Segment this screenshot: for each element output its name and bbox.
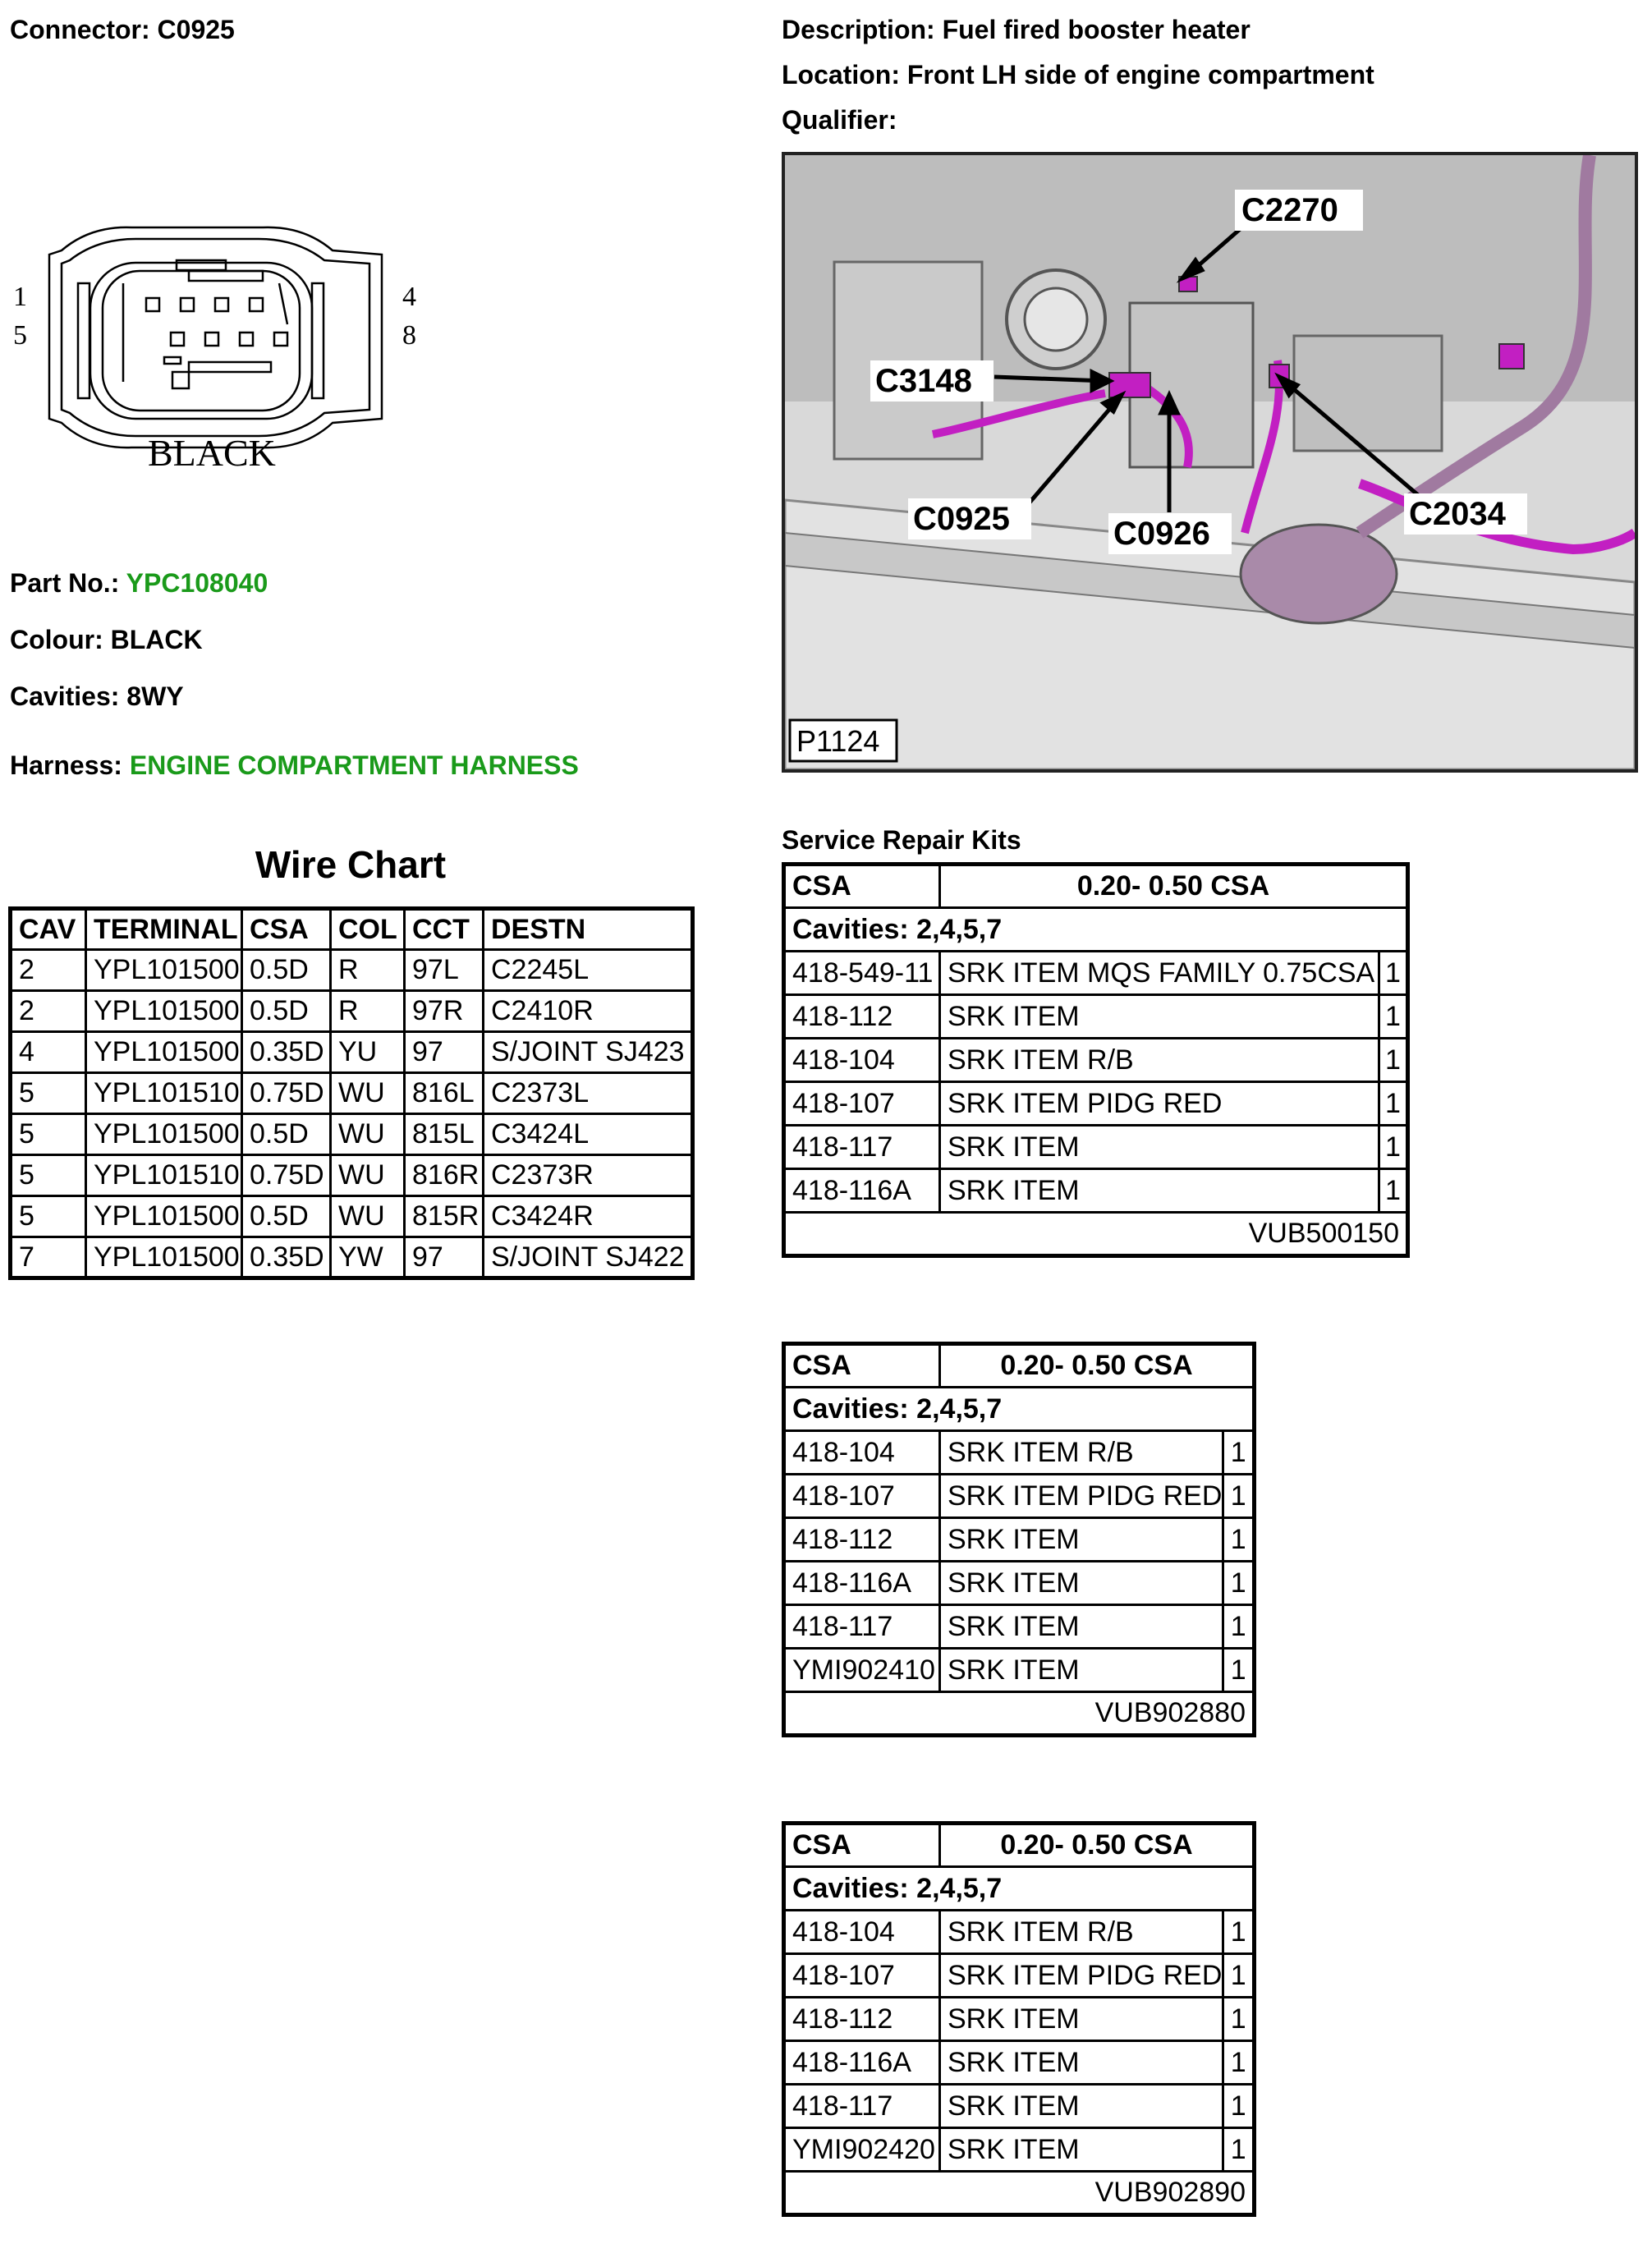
kit-table-2 <box>782 1342 1256 1737</box>
kit-item-part: 418-117 <box>784 1126 940 1169</box>
cell-col: R <box>331 950 405 991</box>
cell-cct: 815L <box>405 1114 484 1155</box>
part-number-link[interactable]: YPC108040 <box>126 568 268 598</box>
cavities: Cavities: 8WY <box>10 681 184 711</box>
kit-item-desc: SRK ITEM PIDG RED <box>940 1475 1223 1518</box>
kit-item-qty: 1 <box>1223 1998 1255 2041</box>
connector-colour-label: BLACK <box>148 432 276 474</box>
cell-col: YU <box>331 1032 405 1073</box>
photo-callout-c0925: C0925 <box>913 501 1010 537</box>
kit-cavities-row <box>784 908 1408 952</box>
qualifier: Qualifier: <box>782 105 897 135</box>
kit-cavities: Cavities: 2,4,5,7 <box>784 1867 1255 1911</box>
kit-item-desc: SRK ITEM R/B <box>940 1039 1379 1082</box>
cell-destn: C3424L <box>484 1114 693 1155</box>
cell-col: WU <box>331 1073 405 1114</box>
kit-item-row <box>784 1126 1408 1169</box>
kit-item-qty: 1 <box>1223 1518 1255 1562</box>
col-cav: CAV <box>11 909 86 950</box>
wire-chart-row <box>11 1114 693 1155</box>
wire-chart-table <box>8 906 695 1280</box>
cell-csa: 0.5D <box>242 991 331 1032</box>
kit-item-row <box>784 2041 1255 2085</box>
kit-item-part: 418-116A <box>784 1562 940 1605</box>
cell-terminal: YPL101510 <box>86 1073 242 1114</box>
cell-csa: 0.35D <box>242 1032 331 1073</box>
cell-terminal: YPL101500 <box>86 991 242 1032</box>
kit-csa-label: CSA <box>784 865 940 908</box>
cell-col: WU <box>331 1155 405 1196</box>
kit-item-qty: 1 <box>1223 1649 1255 1692</box>
cell-terminal: YPL101500 <box>86 1032 242 1073</box>
photo-reference: P1124 <box>796 724 880 758</box>
location: Location: Front LH side of engine compartment <box>782 60 1374 89</box>
col-terminal: TERMINAL <box>86 909 242 950</box>
cell-cav: 5 <box>11 1114 86 1155</box>
part-number <box>10 568 268 598</box>
wire-chart-title: Wire Chart <box>255 843 447 886</box>
kit-item-desc: SRK ITEM <box>940 2085 1223 2128</box>
cell-col: WU <box>331 1196 405 1237</box>
cell-csa: 0.5D <box>242 1196 331 1237</box>
pin-label-8: 8 <box>402 320 416 351</box>
kit-cavities: Cavities: 2,4,5,7 <box>784 1388 1255 1431</box>
kit-item-qty: 1 <box>1223 1475 1255 1518</box>
cell-col: YW <box>331 1237 405 1278</box>
cell-destn: S/JOINT SJ423 <box>484 1032 693 1073</box>
kit-item-part: YMI902420 <box>784 2128 940 2172</box>
cell-cct: 97 <box>405 1032 484 1073</box>
kit-number: VUB902890 <box>784 2172 1255 2215</box>
kit-item-desc: SRK ITEM PIDG RED <box>940 1082 1379 1126</box>
kit-item-desc: SRK ITEM <box>940 2128 1223 2172</box>
kit-item-row <box>784 2085 1255 2128</box>
kit-table-1 <box>782 862 1410 1258</box>
kit-item-qty: 1 <box>1379 1039 1408 1082</box>
col-col: COL <box>331 909 405 950</box>
cell-cct: 815R <box>405 1196 484 1237</box>
kit-csa-value: 0.20- 0.50 CSA <box>940 1344 1255 1388</box>
kit-item-row <box>784 1562 1255 1605</box>
kit-item-desc: SRK ITEM <box>940 1126 1379 1169</box>
harness-link[interactable]: ENGINE COMPARTMENT HARNESS <box>129 750 579 780</box>
kit-item-desc: SRK ITEM <box>940 1605 1223 1649</box>
kit-item-qty: 1 <box>1379 952 1408 995</box>
cell-cav: 5 <box>11 1155 86 1196</box>
colour: Colour: BLACK <box>10 625 203 654</box>
cell-cct: 816L <box>405 1073 484 1114</box>
connector-face-diagram <box>8 218 435 489</box>
kit-number-row <box>784 1213 1408 1256</box>
kit-item-row <box>784 1518 1255 1562</box>
kit-cavities-row <box>784 1867 1255 1911</box>
wire-chart-row <box>11 1073 693 1114</box>
cell-col: WU <box>331 1114 405 1155</box>
kit-item-desc: SRK ITEM PIDG RED <box>940 1954 1223 1998</box>
wire-chart-row <box>11 950 693 991</box>
kit-csa-row <box>784 1824 1255 1867</box>
kit-item-desc: SRK ITEM MQS FAMILY 0.75CSA <box>940 952 1379 995</box>
kit-item-part: 418-107 <box>784 1475 940 1518</box>
cell-csa: 0.75D <box>242 1073 331 1114</box>
kit-item-qty: 1 <box>1223 2041 1255 2085</box>
cell-terminal: YPL101500 <box>86 1196 242 1237</box>
kit-item-row <box>784 995 1408 1039</box>
kit-item-desc: SRK ITEM <box>940 1169 1379 1213</box>
cell-cav: 7 <box>11 1237 86 1278</box>
kit-item-qty: 1 <box>1223 1431 1255 1475</box>
kit-item-row <box>784 1475 1255 1518</box>
kit-item-part: 418-112 <box>784 1998 940 2041</box>
kit-item-part: 418-117 <box>784 1605 940 1649</box>
kit-csa-row <box>784 1344 1255 1388</box>
kit-item-part: 418-104 <box>784 1431 940 1475</box>
col-csa: CSA <box>242 909 331 950</box>
kit-csa-label: CSA <box>784 1344 940 1388</box>
kit-item-desc: SRK ITEM <box>940 1562 1223 1605</box>
kit-number: VUB500150 <box>784 1213 1408 1256</box>
part-number-label: Part No.: <box>10 568 120 598</box>
kit-item-qty: 1 <box>1223 2128 1255 2172</box>
kit-item-row <box>784 1649 1255 1692</box>
kit-item-row <box>784 1169 1408 1213</box>
cell-cct: 97 <box>405 1237 484 1278</box>
cell-destn: C2373R <box>484 1155 693 1196</box>
kit-item-part: 418-112 <box>784 1518 940 1562</box>
cell-destn: C2373L <box>484 1073 693 1114</box>
cell-csa: 0.75D <box>242 1155 331 1196</box>
kit-item-desc: SRK ITEM <box>940 1518 1223 1562</box>
kit-item-row <box>784 2128 1255 2172</box>
kit-item-qty: 1 <box>1379 1082 1408 1126</box>
cell-cav: 2 <box>11 950 86 991</box>
cell-terminal: YPL101500 <box>86 1237 242 1278</box>
cell-terminal: YPL101500 <box>86 1114 242 1155</box>
kit-item-part: 418-117 <box>784 2085 940 2128</box>
kit-item-row <box>784 1998 1255 2041</box>
kit-item-part: 418-104 <box>784 1039 940 1082</box>
cell-cct: 97R <box>405 991 484 1032</box>
wire-chart-row <box>11 1237 693 1278</box>
kit-item-qty: 1 <box>1223 2085 1255 2128</box>
kit-item-row <box>784 1082 1408 1126</box>
kit-item-part: 418-104 <box>784 1911 940 1954</box>
kit-item-part: 418-107 <box>784 1082 940 1126</box>
kit-item-qty: 1 <box>1379 1169 1408 1213</box>
wire-chart-row <box>11 1155 693 1196</box>
kit-item-qty: 1 <box>1379 1126 1408 1169</box>
kit-item-qty: 1 <box>1379 995 1408 1039</box>
wire-chart-row <box>11 1032 693 1073</box>
kit-item-qty: 1 <box>1223 1911 1255 1954</box>
kit-item-qty: 1 <box>1223 1605 1255 1649</box>
kit-item-desc: SRK ITEM <box>940 995 1379 1039</box>
kit-item-desc: SRK ITEM <box>940 1649 1223 1692</box>
cell-csa: 0.5D <box>242 1114 331 1155</box>
cell-destn: C3424R <box>484 1196 693 1237</box>
photo-callout-c0926: C0926 <box>1113 516 1210 552</box>
connector-title: Connector: C0925 <box>10 15 235 44</box>
cell-cct: 97L <box>405 950 484 991</box>
kit-number-row <box>784 2172 1255 2215</box>
kit-table-3 <box>782 1821 1256 2217</box>
cell-cav: 5 <box>11 1196 86 1237</box>
kit-csa-value: 0.20- 0.50 CSA <box>940 1824 1255 1867</box>
pin-label-1: 1 <box>13 282 27 312</box>
kit-item-desc: SRK ITEM <box>940 1998 1223 2041</box>
col-destn: DESTN <box>484 909 693 950</box>
kit-item-part: YMI902410 <box>784 1649 940 1692</box>
kit-item-row <box>784 952 1408 995</box>
col-cct: CCT <box>405 909 484 950</box>
kit-item-part: 418-107 <box>784 1954 940 1998</box>
cell-destn: S/JOINT SJ422 <box>484 1237 693 1278</box>
kit-item-qty: 1 <box>1223 1562 1255 1605</box>
cell-csa: 0.35D <box>242 1237 331 1278</box>
kit-item-row <box>784 1039 1408 1082</box>
kit-cavities: Cavities: 2,4,5,7 <box>784 908 1408 952</box>
kit-item-desc: SRK ITEM R/B <box>940 1911 1223 1954</box>
kits-title: Service Repair Kits <box>782 825 1021 855</box>
kit-csa-row <box>784 865 1408 908</box>
kit-item-desc: SRK ITEM R/B <box>940 1431 1223 1475</box>
harness-label: Harness: <box>10 750 122 780</box>
kit-csa-label: CSA <box>784 1824 940 1867</box>
cell-csa: 0.5D <box>242 950 331 991</box>
cell-terminal: YPL101500 <box>86 950 242 991</box>
pin-label-5: 5 <box>13 320 27 351</box>
kit-number: VUB902880 <box>784 1692 1255 1736</box>
location-photo <box>782 152 1638 773</box>
kit-item-part: 418-116A <box>784 2041 940 2085</box>
cell-destn: C2410R <box>484 991 693 1032</box>
photo-callout-c2034: C2034 <box>1409 496 1506 532</box>
kit-item-part: 418-112 <box>784 995 940 1039</box>
kit-item-part: 418-116A <box>784 1169 940 1213</box>
cell-cct: 816R <box>405 1155 484 1196</box>
kit-item-row <box>784 1605 1255 1649</box>
kit-item-part: 418-549-11 <box>784 952 940 995</box>
pin-label-4: 4 <box>402 282 416 312</box>
cell-col: R <box>331 991 405 1032</box>
cell-cav: 5 <box>11 1073 86 1114</box>
kit-item-row <box>784 1954 1255 1998</box>
cell-destn: C2245L <box>484 950 693 991</box>
wire-chart-header <box>11 909 693 950</box>
harness <box>10 750 579 780</box>
wire-chart-row <box>11 1196 693 1237</box>
cell-cav: 4 <box>11 1032 86 1073</box>
photo-callout-c3148: C3148 <box>875 363 972 399</box>
photo-callout-c2270: C2270 <box>1241 192 1338 228</box>
kit-item-row <box>784 1911 1255 1954</box>
cell-cav: 2 <box>11 991 86 1032</box>
kit-item-desc: SRK ITEM <box>940 2041 1223 2085</box>
kit-item-row <box>784 1431 1255 1475</box>
kit-number-row <box>784 1692 1255 1736</box>
kit-csa-value: 0.20- 0.50 CSA <box>940 865 1408 908</box>
wire-chart-row <box>11 991 693 1032</box>
kit-item-qty: 1 <box>1223 1954 1255 1998</box>
cell-terminal: YPL101510 <box>86 1155 242 1196</box>
kit-cavities-row <box>784 1388 1255 1431</box>
description: Description: Fuel fired booster heater <box>782 15 1250 44</box>
